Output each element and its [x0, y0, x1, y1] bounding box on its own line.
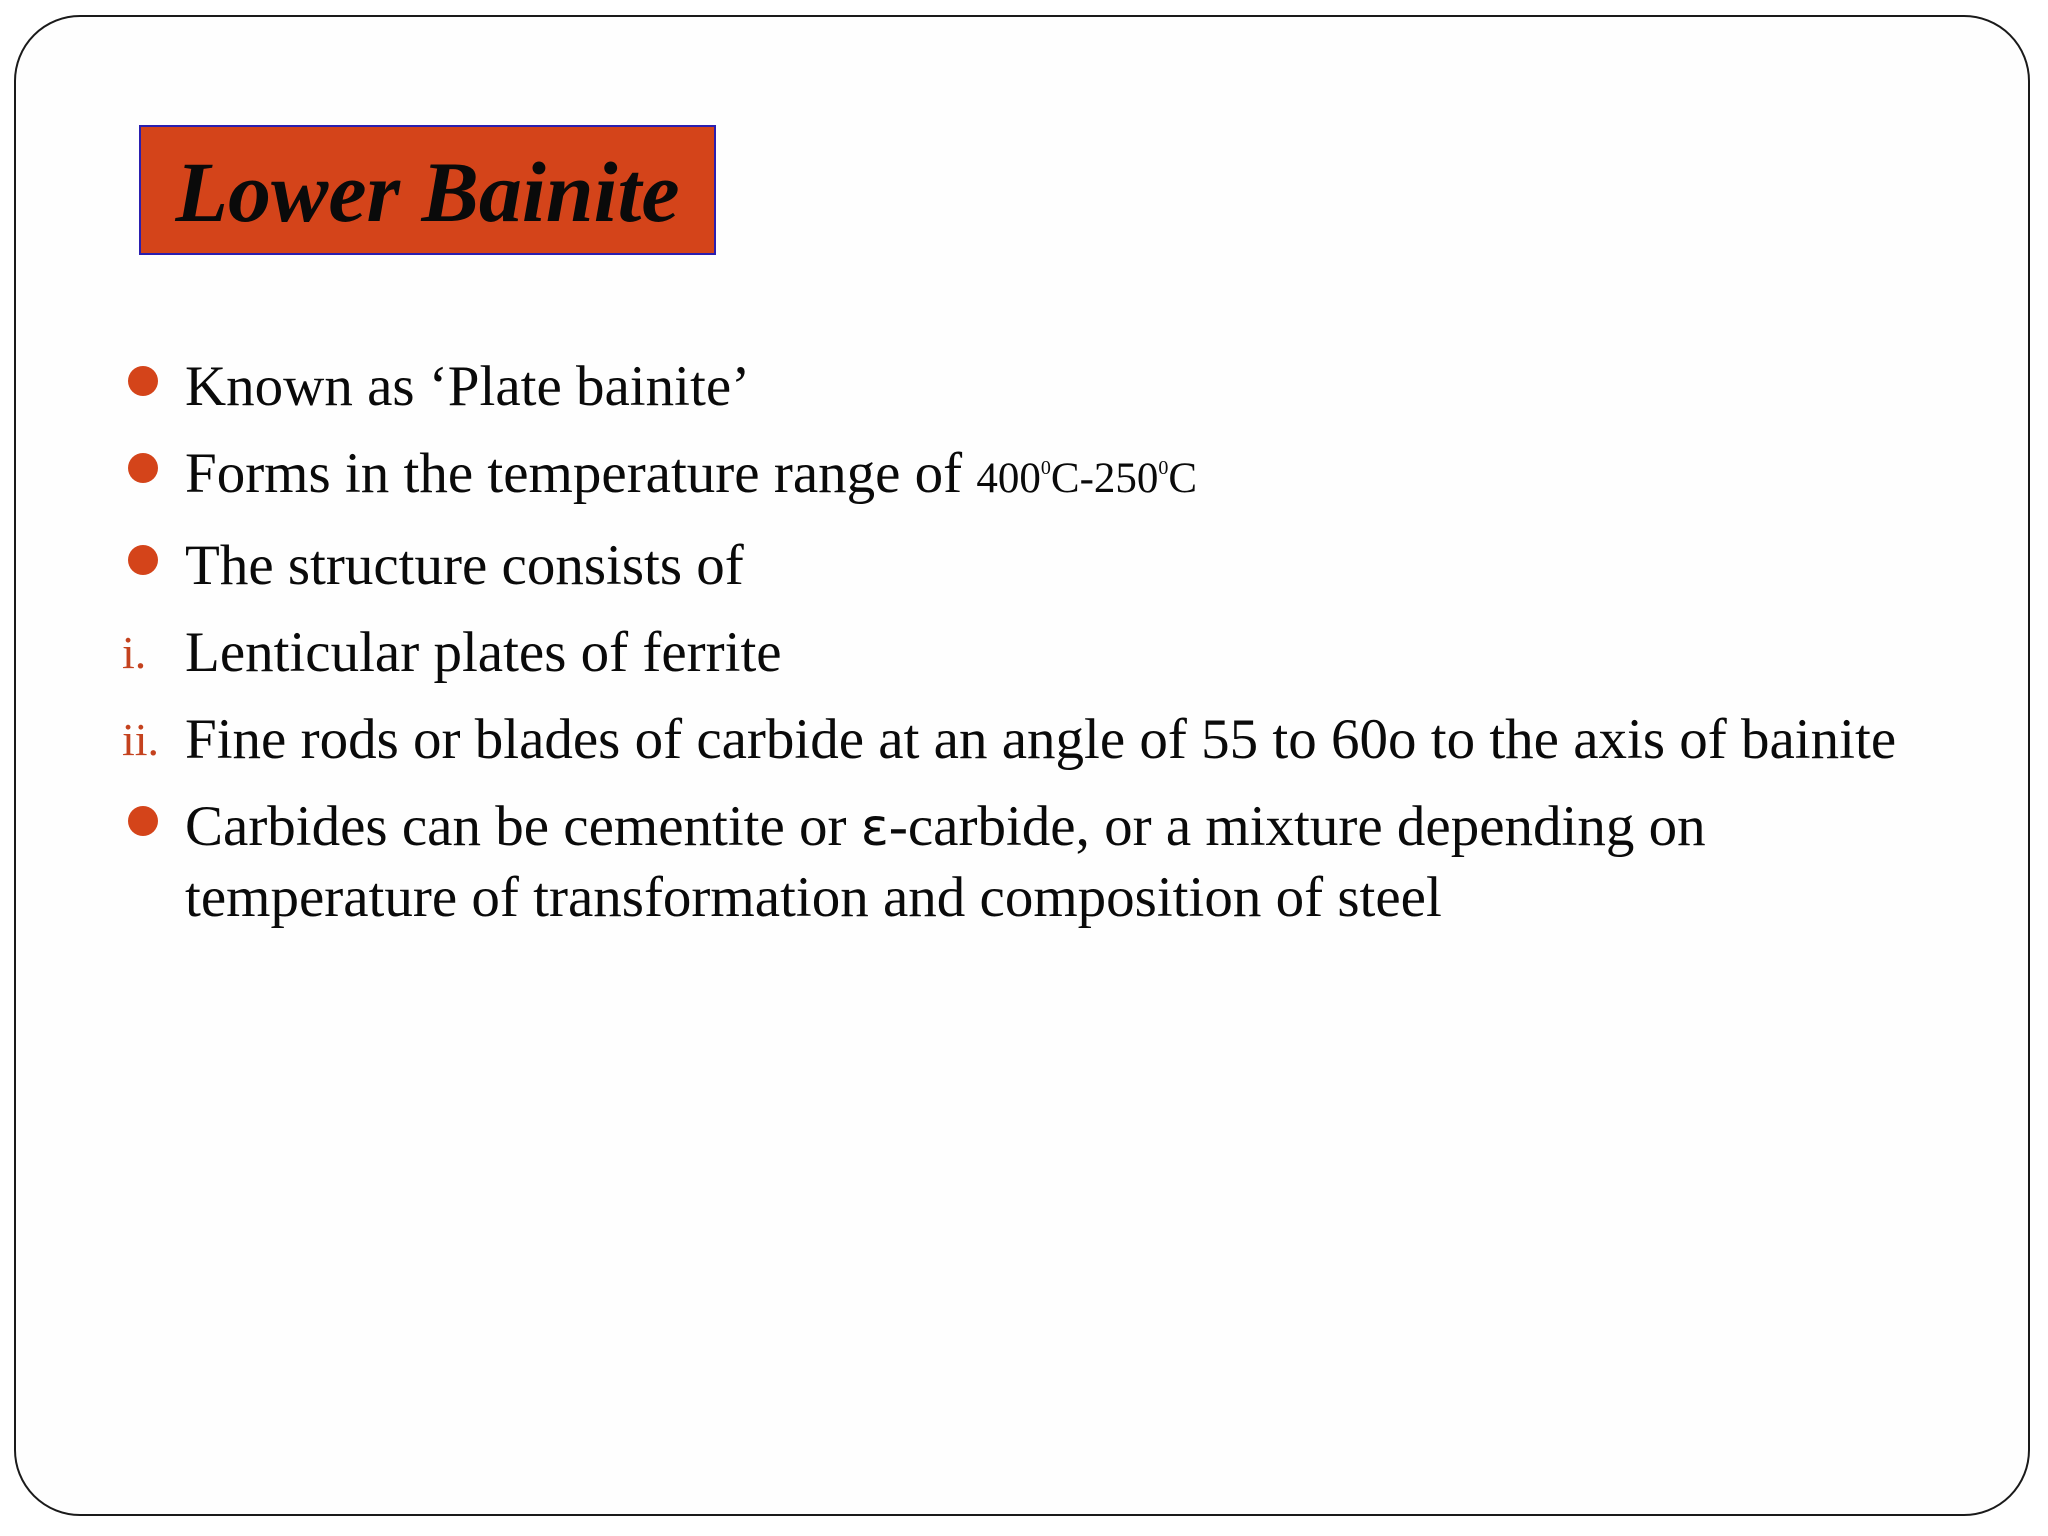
list-item [120, 792, 1920, 933]
bullet-dot-icon [128, 806, 158, 836]
bullet-text: Lenticular plates of ferrite [185, 621, 782, 684]
bullet-list [120, 352, 1920, 950]
epsilon-symbol: ε [860, 798, 889, 858]
list-item [120, 618, 1920, 688]
list-item [120, 352, 1920, 422]
list-number: ii. [122, 714, 160, 765]
list-number: i. [122, 627, 147, 678]
bullet-text: The structure consists of [185, 534, 744, 597]
title-box [139, 125, 716, 255]
temperature-range: $400^0C-250^0C$ [976, 455, 1198, 502]
bullet-text: Fine rods or blades of carbide at an angle of 55 to 60o to the axis of bainite [185, 708, 1897, 771]
bullet-text-cont: -carbide, or a mixture depending on temperature of transformation and composition of steel [185, 795, 1706, 929]
bullet-dot-icon [128, 545, 158, 575]
bullet-dot-icon [128, 366, 158, 396]
list-item [120, 439, 1920, 514]
list-item [120, 531, 1920, 601]
slide-title: Lower Bainite [175, 144, 680, 240]
degree-superscript: 0 [1040, 457, 1051, 479]
bullet-dot-icon [128, 453, 158, 483]
bullet-text: Carbides can be cementite or [185, 795, 861, 858]
bullet-text: Known as ‘Plate bainite’ [185, 355, 751, 418]
degree-superscript: 0 [1158, 457, 1169, 479]
list-item [120, 705, 1920, 775]
bullet-text: Forms in the temperature range of [185, 442, 977, 505]
